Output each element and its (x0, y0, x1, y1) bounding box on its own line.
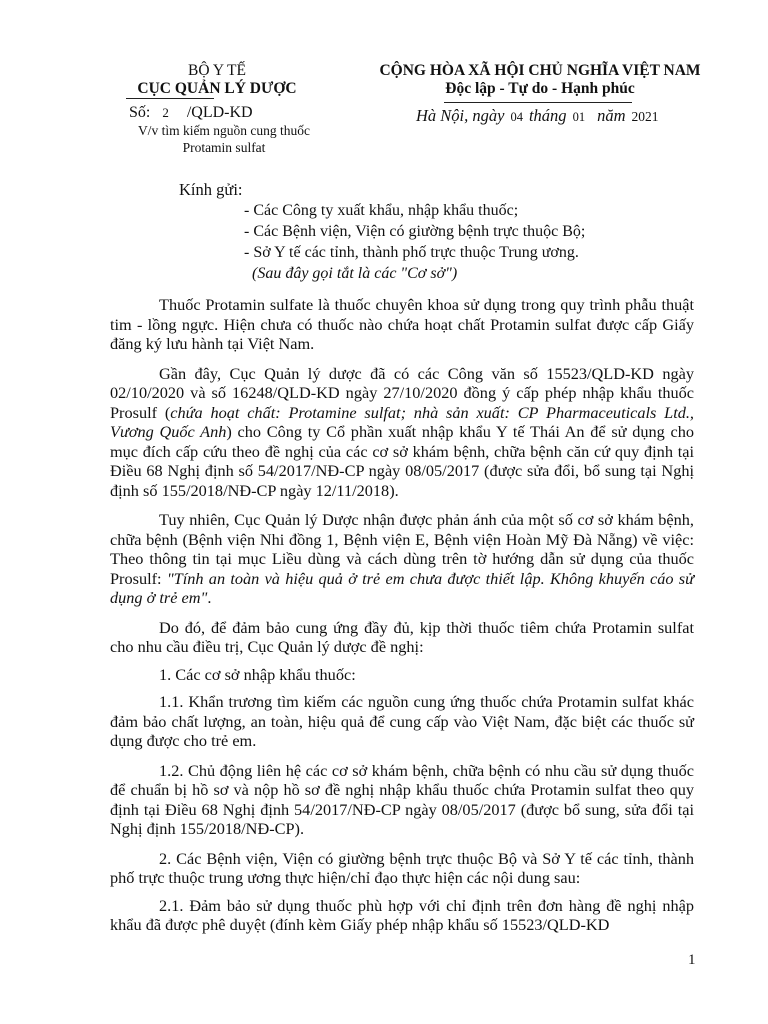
date-day: 04 (510, 110, 523, 124)
motto-underline (444, 102, 632, 103)
paragraph-feedback (110, 510, 694, 608)
document-date (416, 106, 658, 126)
paragraph-1-1: 1.1. Khẩn trương tìm kiếm các nguồn cung ứng thuốc chứa Protamin sulfat khác đảm bảo chất lượng, an toàn, hiệu quả để cung cấp vào Việt Nam, đặc biệt các thuốc sử dụng được cho trẻ em. (110, 692, 694, 750)
recipient-item: - Sở Y tế các tỉnh, thành phố trực thuộc Trung ương. (244, 244, 579, 261)
date-month-label: tháng (528, 106, 567, 125)
paragraph-request: Do đó, để đảm bảo cung ứng đầy đủ, kịp thời thuốc tiêm chứa Protamin sulfat cho nhu cầu điều trị, Cục Quản lý dược đề nghị: (110, 617, 694, 656)
paragraph-intro: Thuốc Protamin sulfate là thuốc chuyên khoa sử dụng trong quy trình phẫu thuật tim - lồng ngực. Hiện chưa có thuốc nào chứa hoạt chất Protamin sulfat được cấp Giấy đăng ký lưu hành tại Việt Nam. (110, 295, 694, 353)
paragraph-text: . (207, 588, 212, 607)
date-month: 01 (572, 110, 586, 124)
subject-block (108, 122, 340, 156)
letter-body (110, 295, 694, 945)
date-prefix: Hà Nội, ngày (416, 106, 505, 125)
issuer-block (92, 62, 342, 98)
national-header (340, 62, 740, 98)
recipient-item: - Các Bệnh viện, Viện có giường bệnh trực thuộc Bộ; (244, 223, 586, 240)
recipient-item: - Các Công ty xuất khẩu, nhập khẩu thuốc; (244, 202, 519, 219)
so-label: Số: (129, 104, 151, 121)
paragraph-2-1: 2.1. Đảm bảo sử dụng thuốc phù hợp với chỉ định trên đơn hàng đề nghị nhập khẩu đã được phê duyệt (đính kèm Giấy phép nhập khẩu số 15523/QLD-KD (110, 895, 694, 934)
issuer-underline (126, 98, 214, 99)
subject-line-1: V/v tìm kiếm nguồn cung thuốc (137, 123, 311, 138)
paragraph-1-2: 1.2. Chủ động liên hệ các cơ sở khám bệnh, chữa bệnh có nhu cầu sử dụng thuốc để chuẩn bị hồ sơ và nộp hồ sơ đề nghị nhập khẩu thuốc chứa Protamin sulfat theo quy định tại Điều 68 Nghị định 54/2017/NĐ-CP ngày 08/05/2017 (được bổ sung, sửa đổi tại Nghị định 155/2018/NĐ-CP). (110, 760, 694, 838)
paragraph-italic-text: "Tính an toàn và hiệu quả ở trẻ em chưa được thiết lập. Không khuyến cáo sử dụng ở trẻ em" (110, 568, 695, 607)
date-year-label: năm (597, 106, 626, 125)
recipient-note: (Sau đây gọi tắt là các "Cơ sở") (252, 265, 458, 282)
date-year: 2021 (631, 109, 659, 124)
paragraph-italic-text: chứa hoạt chất: Protamine sulfat; nhà sản xuất: CP Pharmaceuticals Ltd., Vương Quốc Anh (110, 402, 694, 441)
paragraph-text: ) cho Công ty Cổ phần xuất nhập khẩu Y tế Thái An để sử dụng cho mục đích cấp cứu theo đề nghị của các cơ sở khám bệnh, chữa bệnh căn cứ quy định tại Điều 68 Nghị định số 54/2017/NĐ-CP ngày 08/05/2017 (được sửa đổi, bổ sung tại Nghị định số 155/2018/NĐ-CP ngày 12/11/2018). (110, 422, 694, 500)
section-heading-1: 1. Các cơ sở nhập khẩu thuốc: (159, 664, 356, 684)
subject-line-2: Protamin sulfat (182, 140, 266, 155)
greeting: Kính gửi: (179, 180, 243, 199)
national-motto: Độc lập - Tự do - Hạnh phúc (445, 80, 635, 97)
page-number: 1 (688, 952, 696, 968)
paragraph-text: Tuy nhiên, Cục Quản lý Dược nhận được phản ánh của một số cơ sở khám bệnh, chữa bệnh (Bệnh viện Nhi đồng 1, Bệnh viện E, Bệnh viện Hoàn Mỹ Đà Nẵng) về việc: Theo thông tin tại mục Liều dùng và cách dùng trên tờ hướng dẫn sử dụng của thuốc Prosulf: (110, 510, 694, 588)
paragraph-text: Gần đây, Cục Quản lý dược đã có các Công văn số 15523/QLD-KD ngày 02/10/2020 và số 16248/QLD-KD ngày 27/10/2020 đồng ý cấp phép nhập khẩu thuốc Prosulf ( (110, 363, 694, 422)
section-heading-2: 2. Các Bệnh viện, Viện có giường bệnh trực thuộc Bộ và Sở Y tế các tỉnh, thành phố trực thuộc trung ương thực hiện/chỉ đạo thực hiện các nội dung sau: (110, 848, 694, 887)
country-name: CỘNG HÒA XÃ HỘI CHỦ NGHĨA VIỆT NAM (379, 62, 701, 79)
department-name: CỤC QUẢN LÝ DƯỢC (137, 80, 297, 97)
paragraph-background (110, 364, 694, 501)
recipient-list (244, 200, 585, 284)
so-code: /QLD-KD (186, 104, 253, 121)
document-number (129, 104, 253, 122)
ministry-name: BỘ Y TẾ (188, 62, 246, 79)
so-number: 2 (162, 105, 169, 120)
